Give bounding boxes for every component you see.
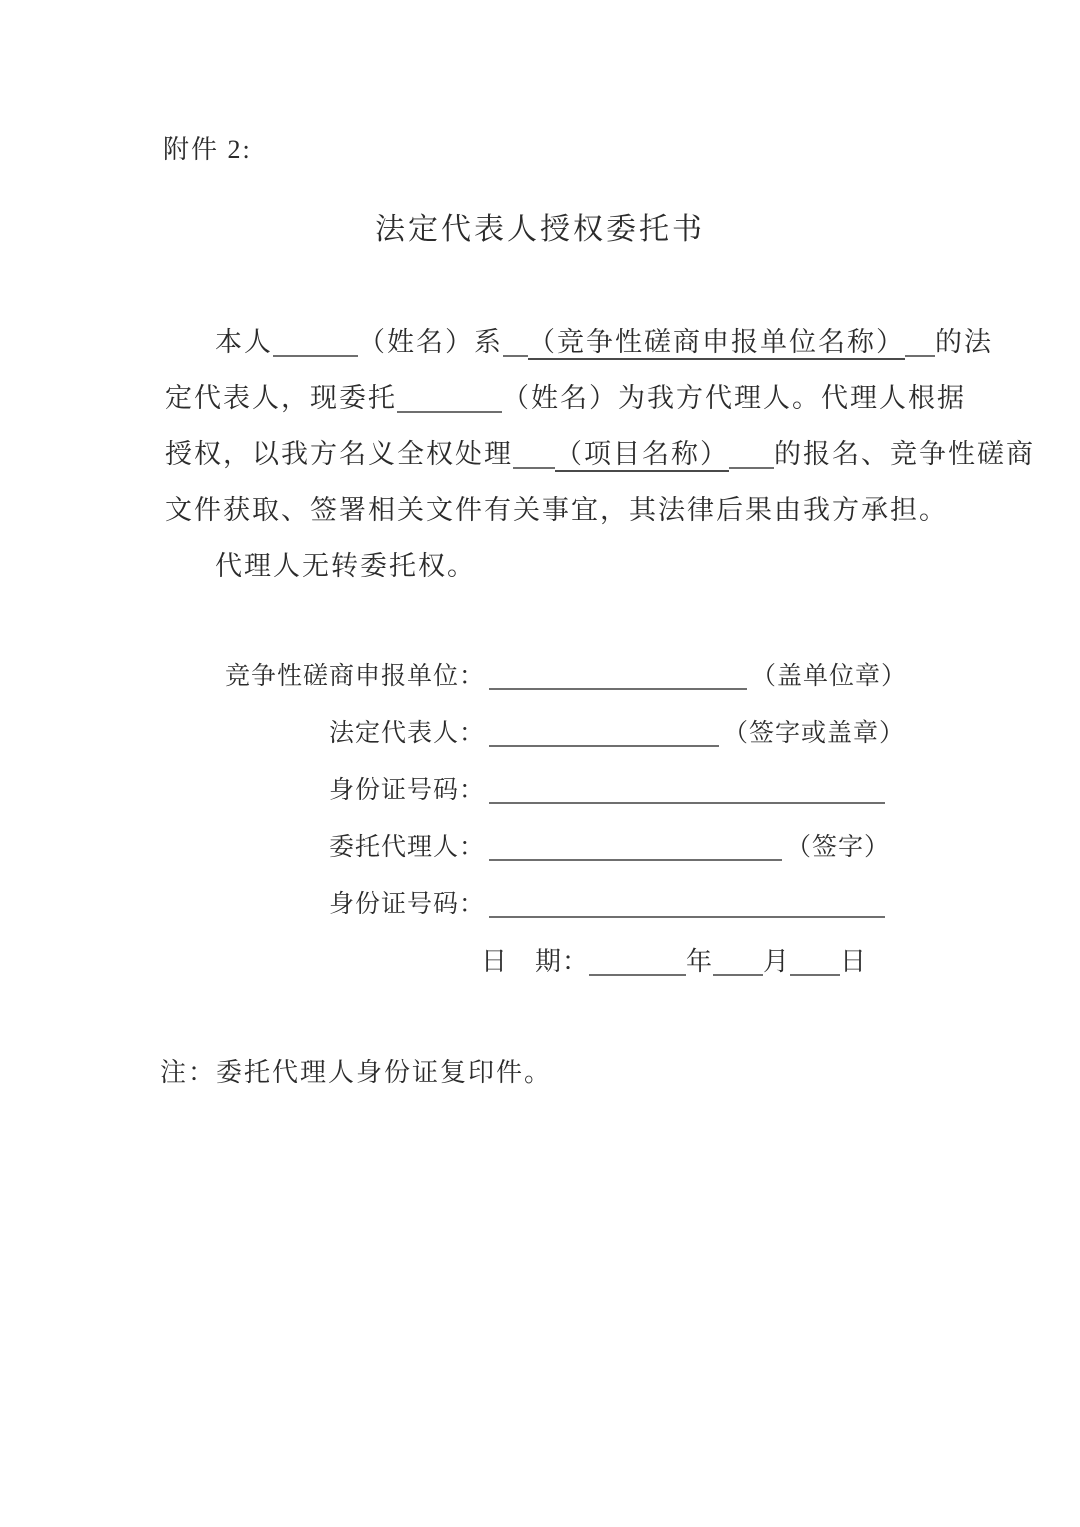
text-segment: 的法 [935,327,993,357]
text-segment: 日 [840,947,868,976]
text-segment: 定代表人，现委托 [165,383,397,413]
signature-label: 身份证号码： [328,891,485,918]
signature-suffix: （签字） [786,834,891,861]
blank-fill-line [513,437,555,469]
paragraph-line-2 [165,370,966,426]
body-paragraphs [165,314,1035,594]
blank-fill-line [790,944,840,976]
blank-fill-line [503,325,528,357]
signature-label: 委托代理人： [328,834,485,861]
paragraph-line-4 [165,482,948,538]
text-segment: 日 期： [481,947,590,976]
text-segment: 本人 [215,327,273,357]
blank-fill-line [905,325,935,357]
blank-fill-line [273,325,358,357]
text-segment: 月 [763,947,791,976]
text-segment: （姓名）为我方代理人。代理人根据 [502,383,966,413]
signature-label: 身份证号码： [328,777,485,804]
blank-fill-line [589,944,686,976]
signature-label: 法定代表人： [328,720,485,747]
signature-label: 竞争性磋商申报单位： [224,663,485,690]
underlined-text-segment: （项目名称） [555,439,729,469]
signature-blank-line [489,772,885,804]
signature-blank-line [489,829,782,861]
signature-row-id-number-2 [165,876,927,933]
attachment-label: 附件 2: [163,135,252,164]
paragraph-2: 代理人无转委托权。 [215,551,476,581]
text-segment: （姓名）系 [358,327,503,357]
signature-suffix: （签字或盖章） [723,720,906,747]
date-row [165,933,927,990]
underlined-text-segment: （竞争性磋商申报单位名称） [528,327,905,357]
paragraph-line-1 [165,314,993,370]
signature-blank-line [489,658,747,690]
signature-row-entrusted-agent [165,819,927,876]
text-segment: 的报名、竞争性磋商 [774,439,1035,469]
text-segment: 文件获取、签署相关文件有关事宜，其法律后果由我方承担。 [165,495,948,525]
signature-blank-line [489,886,885,918]
signature-blank-line [489,715,719,747]
signature-block [165,648,927,990]
blank-fill-line [397,381,502,413]
signature-suffix: （盖单位章） [751,663,908,690]
text-segment: 年 [686,947,714,976]
signature-row-id-number-1 [165,762,927,819]
signature-row-legal-representative [165,705,927,762]
blank-fill-line [713,944,763,976]
paragraph-line-3 [165,426,1035,482]
document-title: 法定代表人授权委托书 [375,213,705,246]
blank-fill-line [729,437,774,469]
footnote: 注：委托代理人身份证复印件。 [160,1058,553,1087]
signature-row-applicant-unit [165,648,927,705]
text-segment: 授权，以我方名义全权处理 [165,439,513,469]
